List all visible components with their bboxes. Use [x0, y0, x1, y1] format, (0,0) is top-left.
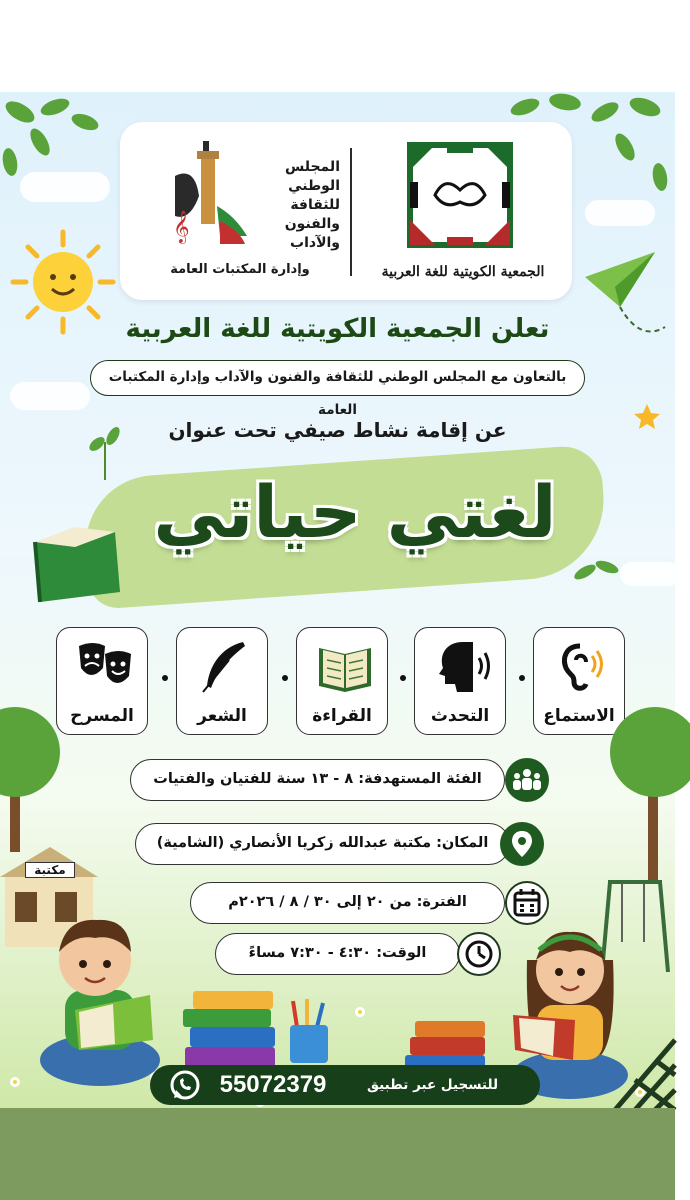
separator-dot — [162, 675, 168, 681]
tree-left-icon — [0, 692, 60, 852]
skill-label: الاستماع — [543, 706, 615, 726]
ear-icon — [552, 638, 608, 694]
cloud — [620, 562, 680, 586]
subline: عن إقامة نشاط صيفي تحت عنوان — [168, 418, 507, 442]
council-logo-icon — [165, 136, 255, 246]
feather-icon — [195, 638, 251, 694]
registration-label: للتسجيل عبر تطبيق — [366, 1077, 499, 1093]
svg-text:𝄞: 𝄞 — [173, 210, 190, 243]
skill-label: المسرح — [70, 706, 134, 726]
logo-card — [120, 122, 572, 300]
association-name: الجمعية الكويتية للغة العربية — [381, 264, 545, 280]
time-pill: الوقت: ٤:٣٠ - ٧:٣٠ مساءً — [215, 933, 460, 975]
speaking-head-icon — [433, 638, 493, 694]
location-pill: المكان: مكتبة عبدالله زكريا الأنصاري (الشامية) — [135, 823, 510, 865]
skill-speaking — [414, 627, 506, 735]
separator-dot — [519, 675, 525, 681]
theater-masks-icon — [75, 638, 135, 694]
whatsapp-bar[interactable] — [150, 1065, 540, 1105]
cooperation-pill: بالتعاون مع المجلس الوطني للثقافة والفنون والآداب وإدارة المكتبات العامة — [90, 360, 585, 396]
headline: تعلن الجمعية الكويتية للغة العربية — [125, 314, 550, 344]
audience-pill: الفئة المستهدفة: ٨ - ١٣ سنة للفتيان والفتيات — [130, 759, 505, 801]
separator-dot — [400, 675, 406, 681]
bottom-band — [0, 1108, 675, 1200]
green-book-icon — [25, 522, 125, 612]
whatsapp-icon — [168, 1068, 202, 1102]
program-title: لغتي حياتي — [153, 470, 557, 554]
association-logo-icon — [405, 140, 515, 250]
council-name: المجلس الوطني للثقافة والفنون والآداب — [284, 159, 340, 251]
skill-reading — [296, 627, 388, 735]
skill-label: القراءة — [312, 706, 372, 726]
group-icon — [505, 758, 549, 802]
skill-label: التحدث — [430, 706, 490, 726]
poster — [0, 92, 675, 1110]
skill-poetry — [176, 627, 268, 735]
tree-right-icon — [610, 682, 690, 882]
skill-label: الشعر — [197, 706, 247, 726]
library-sign: مكتبة — [25, 862, 75, 878]
lattice-decoration-icon — [615, 1020, 675, 1110]
period-pill: الفترة: من ٢٠ إلى ٣٠ / ٨ / ٢٠٢٦م — [190, 882, 505, 924]
libraries-name: وإدارة المكتبات العامة — [170, 262, 310, 277]
leaves-left-icon — [0, 92, 120, 212]
whatsapp-number[interactable]: 55072379 — [219, 1071, 327, 1098]
separator-dot — [282, 675, 288, 681]
clock-icon — [457, 932, 501, 976]
skill-theater — [56, 627, 148, 735]
divider — [350, 148, 352, 276]
location-pin-icon — [500, 822, 544, 866]
open-book-icon — [315, 638, 375, 694]
cloud — [10, 382, 90, 410]
